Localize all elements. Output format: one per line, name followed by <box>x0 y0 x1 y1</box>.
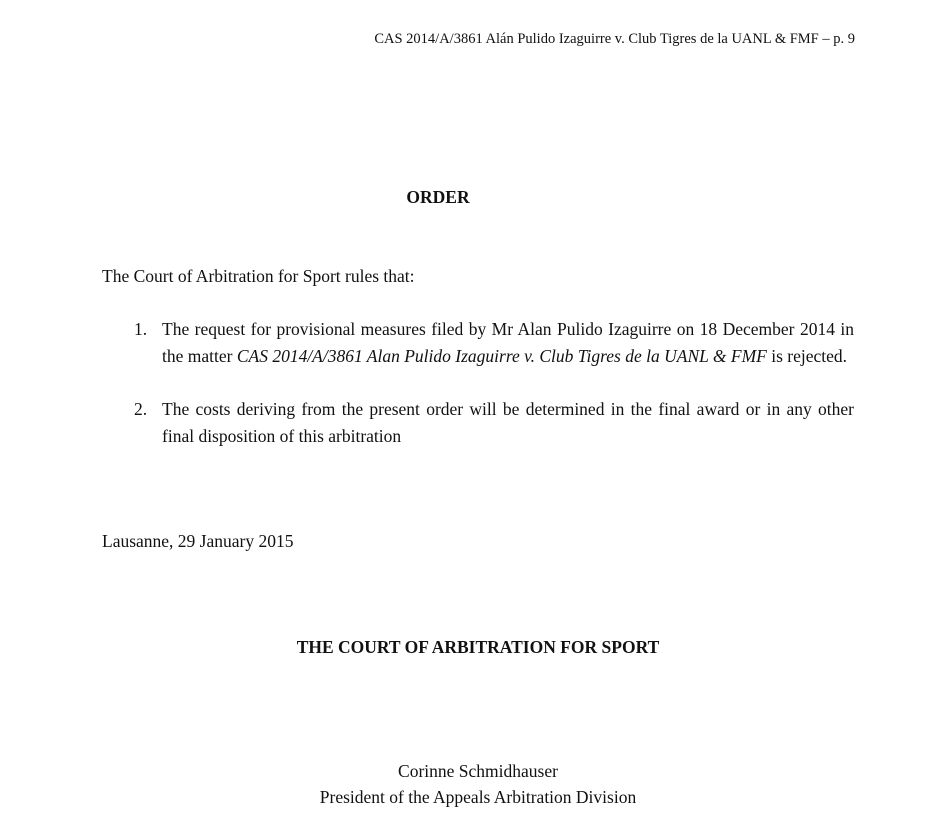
order-item-text-end: is rejected. <box>766 346 848 366</box>
signatory-role: President of the Appeals Arbitration Division <box>319 787 637 807</box>
place-and-date: Lausanne, 29 January 2015 <box>102 531 294 551</box>
order-item-text: The request for provisional measures filed by Mr Alan Pulido Izaguirre on 18 December 2014 in the matter <box>162 319 854 366</box>
court-name: THE COURT OF ARBITRATION FOR SPORT <box>296 637 660 657</box>
order-item-2 <box>102 396 854 450</box>
running-header: CAS 2014/A/3861 Alán Pulido Izaguirre v. Club Tigres de la UANL & FMF – p. 9 <box>374 31 855 47</box>
document-title: ORDER <box>406 187 470 207</box>
signatory-name: Corinne Schmidhauser <box>398 761 558 781</box>
case-reference: CAS 2014/A/3861 Alan Pulido Izaguirre v. Club Tigres de la UANL & FMF <box>236 346 767 366</box>
order-item-number: 2. <box>134 399 148 419</box>
order-item-number: 1. <box>134 319 148 339</box>
intro-paragraph: The Court of Arbitration for Sport rules that: <box>102 266 415 286</box>
signature-block <box>0 758 948 810</box>
order-item-text: The costs deriving from the present order will be determined in the final award or in any other final disposition of this arbitration <box>162 399 854 446</box>
order-list <box>102 316 854 476</box>
order-item-1 <box>102 316 854 370</box>
